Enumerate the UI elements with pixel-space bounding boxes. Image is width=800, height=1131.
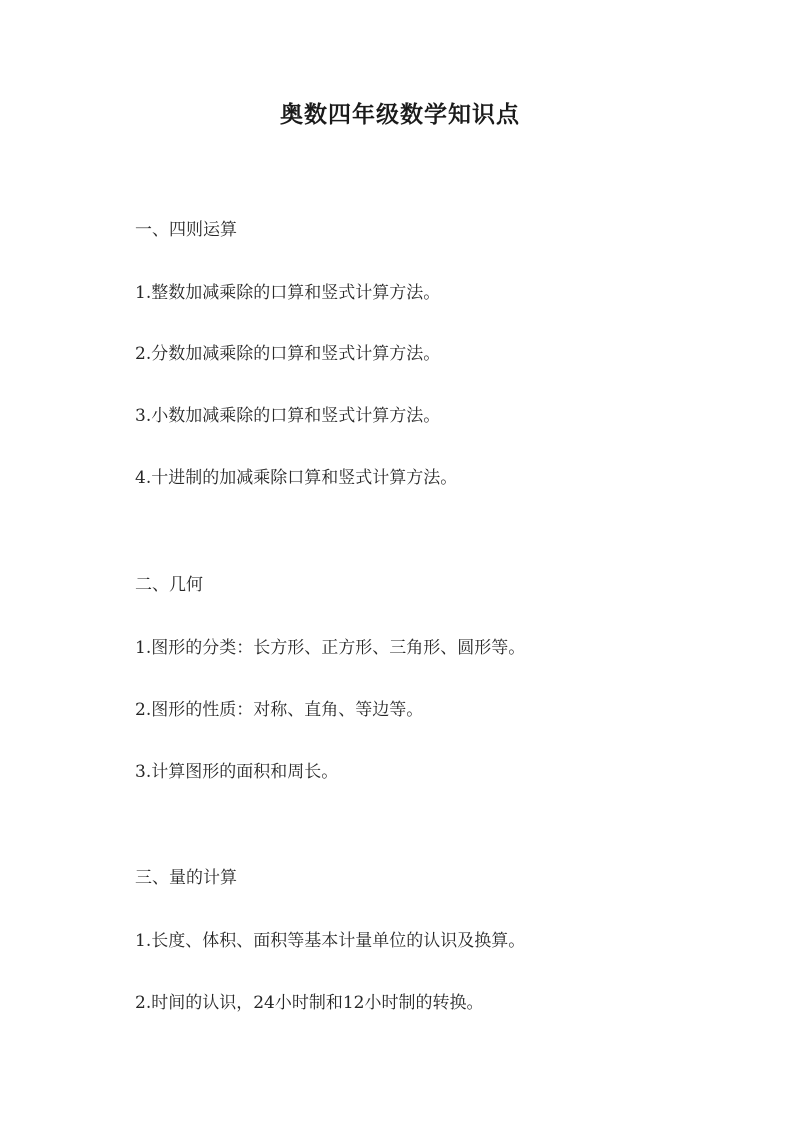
list-item: 1.图形的分类：长方形、正方形、三角形、圆形等。 [135, 638, 526, 658]
list-item: 3.小数加减乘除的口算和竖式计算方法。 [135, 406, 441, 426]
section-heading-arithmetic: 一、四则运算 [135, 220, 237, 240]
section-heading-measurement: 三、量的计算 [135, 868, 237, 888]
list-item: 1.整数加减乘除的口算和竖式计算方法。 [135, 283, 441, 303]
section-heading-geometry: 二、几何 [135, 575, 203, 595]
document-title: 奥数四年级数学知识点 [280, 101, 520, 128]
list-item: 2.时间的认识，24小时制和12小时制的转换。 [135, 993, 484, 1013]
list-item: 2.分数加减乘除的口算和竖式计算方法。 [135, 344, 441, 364]
list-item: 3.计算图形的面积和周长。 [135, 762, 339, 782]
list-item: 2.图形的性质：对称、直角、等边等。 [135, 700, 424, 720]
list-item: 4.十进制的加减乘除口算和竖式计算方法。 [135, 468, 458, 488]
list-item: 1.长度、体积、面积等基本计量单位的认识及换算。 [135, 931, 526, 951]
